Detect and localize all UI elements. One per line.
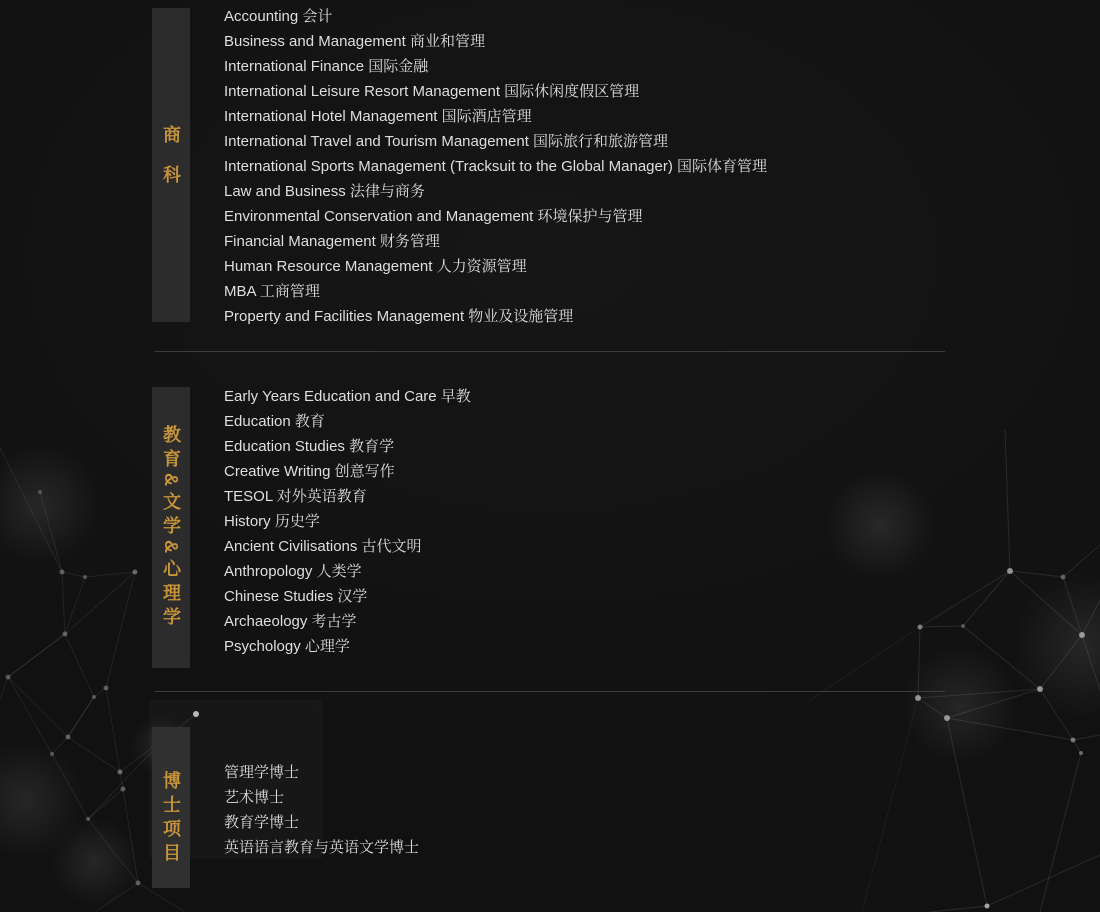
section-label-education-literature-psychology [152,387,190,668]
course-item: Human Resource Management 人力资源管理 [224,258,527,275]
course-item: 教育学博士 [224,814,300,831]
course-item: Accounting 会计 [224,8,333,25]
course-item: International Hotel Management 国际酒店管理 [224,108,532,125]
section-label-business [152,8,190,322]
course-item: Early Years Education and Care 早教 [224,388,471,405]
course-item: Environmental Conservation and Management 环境保护与管理 [224,208,643,225]
section-divider [155,691,945,692]
course-item: Property and Facilities Management 物业及设施管理 [224,308,574,325]
course-item: Business and Management 商业和管理 [224,33,485,50]
course-item: MBA 工商管理 [224,283,320,300]
course-item: 英语语言教育与英语文学博士 [224,839,420,856]
course-item: International Sports Management (Tracksuit to the Global Manager) 国际体育管理 [224,158,768,175]
course-item: International Finance 国际金融 [224,58,429,75]
section-label-phd [152,727,190,888]
section-divider [155,351,945,352]
course-item: Anthropology 人类学 [224,563,362,580]
section-label-text: 博士项目 [161,770,181,867]
course-item: Creative Writing 创意写作 [224,463,395,480]
course-item: Education 教育 [224,413,325,430]
course-item: Chinese Studies 汉学 [224,588,368,605]
course-item: Psychology 心理学 [224,638,350,655]
course-item: 管理学博士 [224,764,300,781]
course-list-business [224,4,767,329]
course-item: Education Studies 教育学 [224,438,395,455]
section-label-text: 商科 [161,125,181,205]
course-item: Ancient Civilisations 古代文明 [224,538,422,555]
section-label-text: 教育&文学&心理学 [161,424,181,631]
course-item: TESOL 对外英语教育 [224,488,367,505]
course-item: International Leisure Resort Management 国际休闲度假区管理 [224,83,640,100]
course-item: Archaeology 考古学 [224,613,357,630]
course-item: International Travel and Tourism Management 国际旅行和旅游管理 [224,133,669,150]
course-item: 艺术博士 [224,789,285,806]
course-item: Law and Business 法律与商务 [224,183,425,200]
course-item: Financial Management 财务管理 [224,233,440,250]
course-item: History 历史学 [224,513,320,530]
course-list-education [224,384,471,659]
course-list-phd [224,760,419,860]
